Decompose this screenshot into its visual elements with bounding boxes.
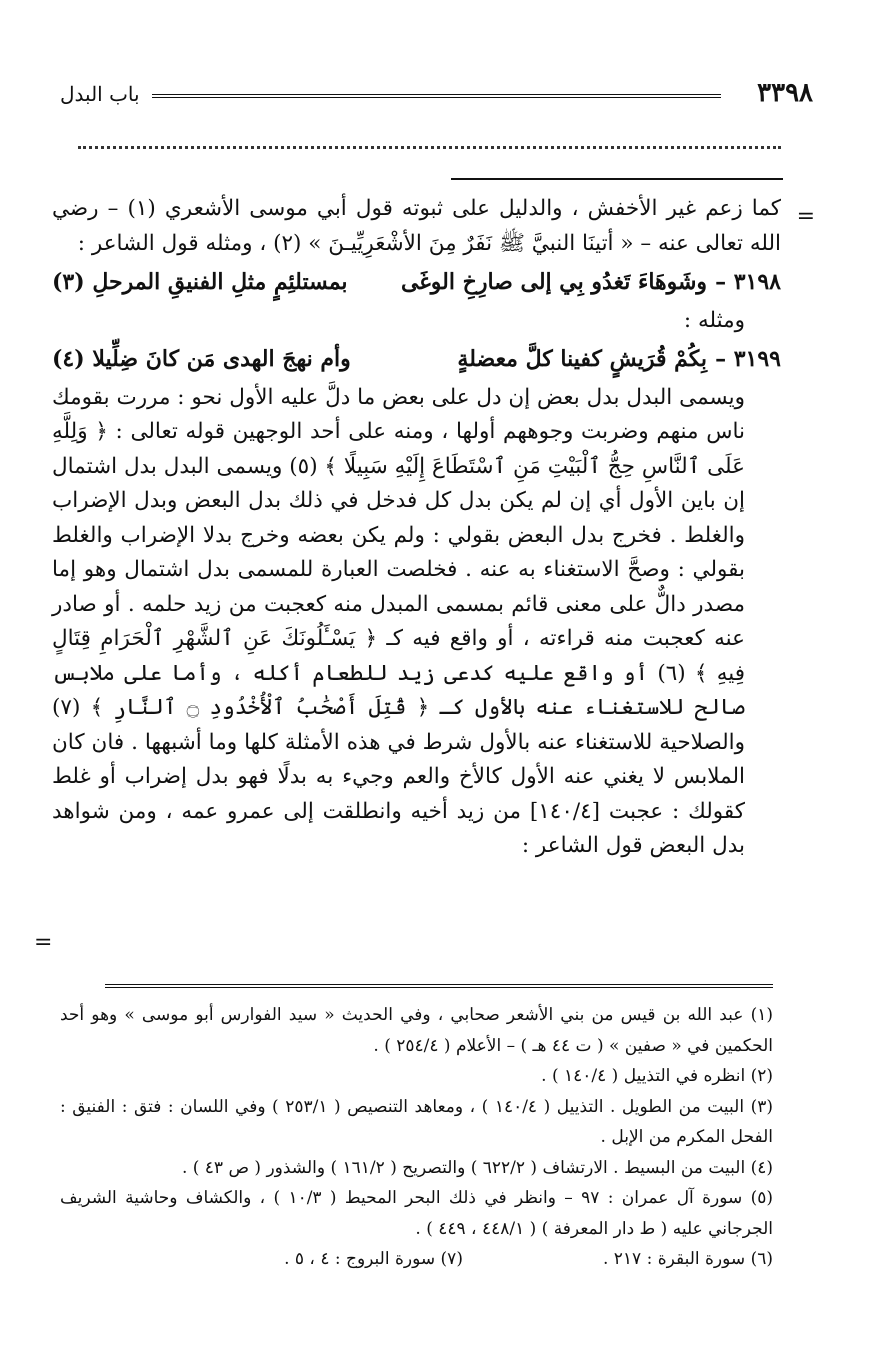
- continuation-mark-top: =: [796, 204, 815, 229]
- continuation-rule: [451, 178, 783, 180]
- footnote-5: (٥) سورة آل عمران : ٩٧ – وانظر في ذلك البحر المحيط ( ١٠/٣ ) ، والكشاف وحاشية الشريف الجرجاني عليه ( ط دار المعرفة ) ( ٤٤٨/١ ، ٤٤٩ ) .: [60, 1188, 773, 1239]
- paragraph-2: ومثله :: [683, 307, 745, 333]
- verse-3198: [52, 265, 781, 300]
- footnote-7: (٧) سورة البروج : ٤ ، ٥ .: [284, 1249, 463, 1269]
- paragraph-3: ويسمى البدل بدل بعض إن دل على بعض ما دلَّ عليه الأول نحو : مررت بقومك ناس منهم وضربت وجوههم أولها ، ومنه على أحد الوجهين قوله تعالى : ﴿ وَلِلَّهِ عَلَى ٱلنَّاسِ حِجُّ ٱلْبَيْتِ مَنِ ٱسْتَطَاعَ إِلَيْهِ سَبِيلًا ﴾ (٥) ويسمى البدل بدل اشتمال إن باين الأول أي إن لم يكن بدل كل فدخل في ذلك بدل البعض وبدل الإضراب والغلط . فخرج بدل البعض بقولي : ولم يكن بعضه وخرج بدلا الإضراب والغلط بقولي : وصحَّ الاستغناء به عنه . فخلصت العبارة للمسمى بدل اشتمال وهو إما مصدر دالٌّ على معنى قائم بمسمى المبدل منه كعجبت من زيد حلمه . أو صادر عنه كعجبت منه قراءته ، أو واقع فيه كـ ﴿ يَسْـَٔلُونَكَ عَنِ ٱلشَّهْرِ ٱلْحَرَامِ قِتَالٍ فِيهِ ﴾ (٦) أو واقع عليه كدعى زيد للطعام أكله ، وأما على ملابس صالح للاستغناء عنه بالأول كـ ﴿ قُتِلَ أَصْحَٰبُ ٱلْأُخْدُودِ ۝ ٱلنَّارِ ﴾ (٧) والصلاحية للاستغناء عنه بالأول شرط في هذه الأمثلة كلها وما أشبهها . فان كان الملابس لا يغني عنه الأول كالأخ والعم وجيء به بدلًا فهو بدل إضراب أو غلط كقولك : عجبت [١٤٠/٤] من زيد أخيه وانطلقت إلى عمرو عمه ، ومن شواهد بدل البعض قول الشاعر :: [52, 384, 745, 858]
- verse-hemistich-2: وأم نهجَ الهدى مَن كانَ ضِلِّيلا (٤): [52, 346, 351, 372]
- verse-hemistich-2: بمستلئِمٍ مثلِ الفنيقِ المرحلِ (٣): [52, 269, 348, 295]
- paragraph-1: كما زعم غير الأخفش ، والدليل على ثبوته قول أبي موسى الأشعري (١) – رضي الله تعالى عنه – « أتينَا النبيَّ ﷺ نَفَرٌ مِنَ الأشْعَرِيِّيـنَ » (٢) ، ومثله قول الشاعر :: [52, 196, 782, 256]
- verse-hemistich-1: وشَوهَاءَ تَغدُو بِي إلى صارِخِ الوغَى: [400, 269, 708, 295]
- page-number: ٣٣٩٨: [757, 78, 813, 108]
- footnote-3: (٣) البيت من الطويل . التذييل ( ١٤٠/٤ ) ، ومعاهد التنصيص ( ٢٥٣/١ ) وفي اللسان : فتق : الفنيق : الفحل المكرم من الإبل .: [60, 1096, 773, 1147]
- verse-3199: [52, 342, 781, 377]
- footnotes: [60, 1000, 773, 1275]
- chapter-title: باب البدل: [60, 82, 140, 106]
- header-rule: [152, 94, 721, 98]
- footnote-4: (٤) البيت من البسيط . الارتشاف ( ٦٢٢/٢ ) والتصريح ( ١٦١/٢ ) والشذور ( ص ٤٣ ) .: [181, 1157, 773, 1178]
- footnote-rule: [105, 984, 773, 988]
- verse-number: ٣١٩٩ –: [715, 346, 781, 372]
- verse-number: ٣١٩٨ –: [715, 269, 781, 295]
- footnote-6: (٦) سورة البقرة : ٢١٧ .: [602, 1249, 773, 1269]
- footnote-row: [60, 1244, 773, 1275]
- dotted-divider: [78, 146, 781, 149]
- footnote-1: (١) عبد الله بن قيس من بني الأشعر صحابي ، وفي الحديث « سيد الفوارس أبو موسى » وهو أحد الحكمين في « صفين » ( ت ٤٤ هـ ) – الأعلام ( ٢٥٤/٤ ) .: [60, 1005, 773, 1056]
- main-text: [52, 192, 781, 864]
- page-header: [60, 78, 813, 112]
- verse-hemistich-1: بِكُمْ قُرَيشٍ كفينا كلَّ معضلةٍ: [457, 346, 708, 372]
- footnote-2: (٢) انظره في التذييل ( ١٤٠/٤ ) .: [541, 1066, 773, 1086]
- continuation-mark-bottom: =: [34, 930, 53, 955]
